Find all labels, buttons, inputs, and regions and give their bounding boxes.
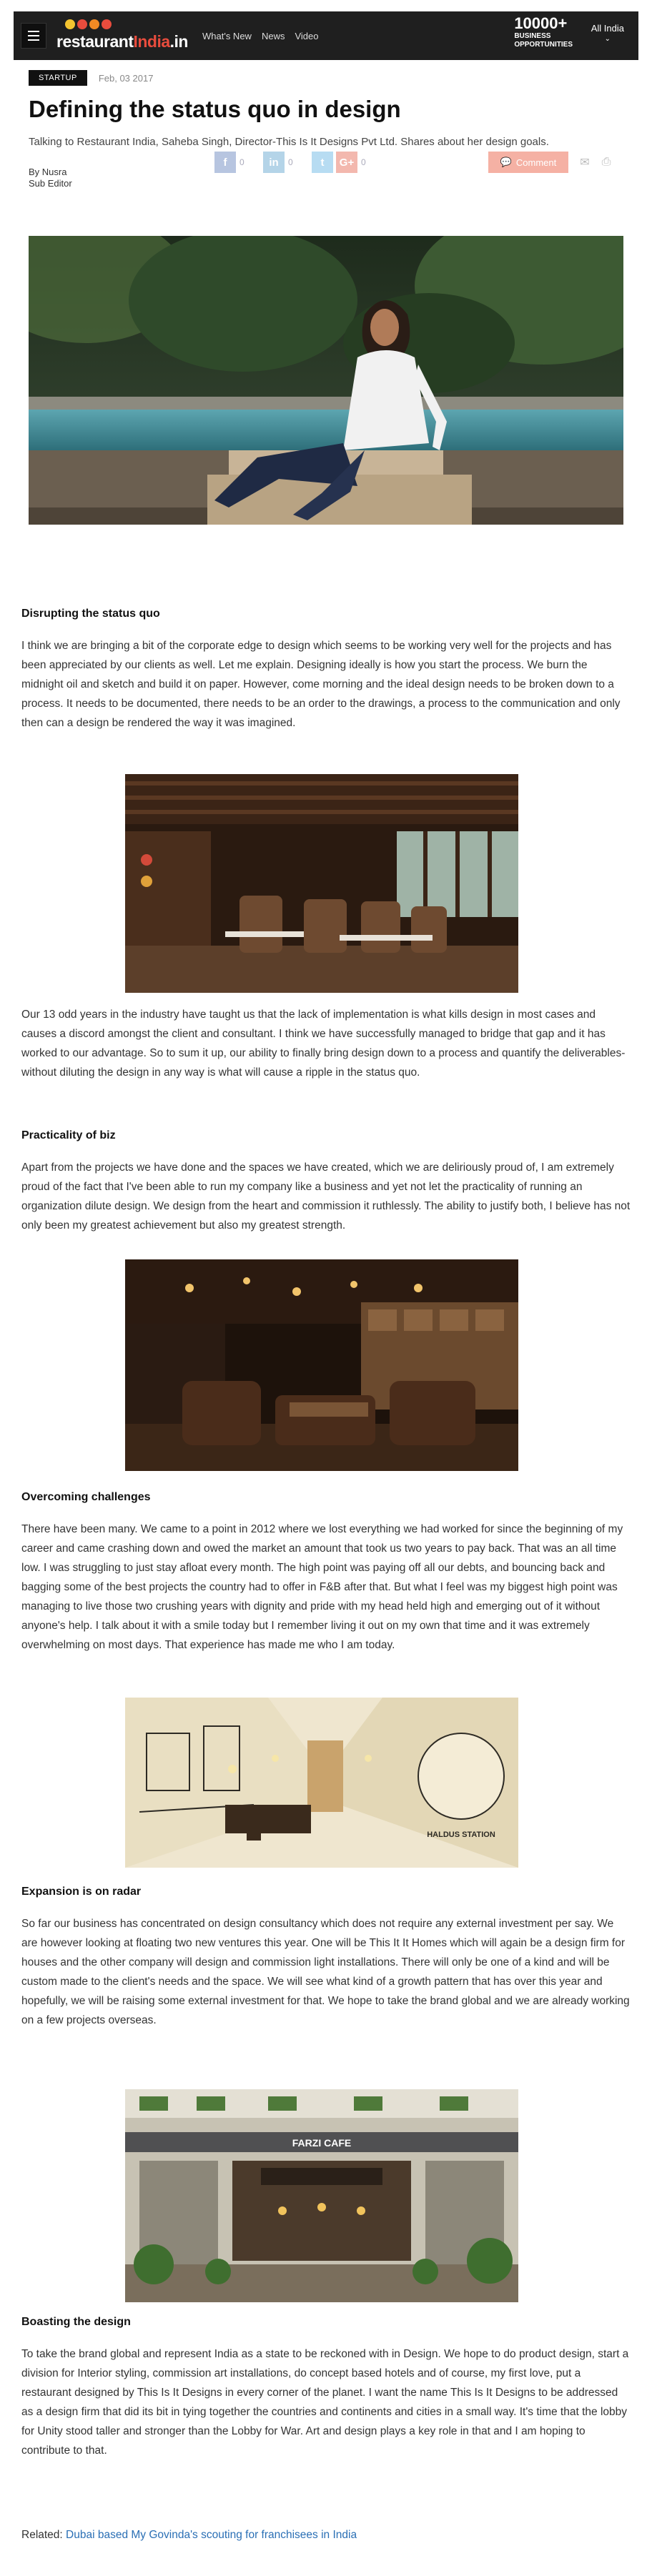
linkedin-share-button[interactable] [263,152,285,173]
top-navigation [0,11,652,60]
publish-date: Feb, 03 2017 [98,72,154,84]
print-icon[interactable]: ⎙ [601,156,611,168]
restaurant-interior-image [125,774,518,993]
station-themed-interior-image [125,1698,518,1868]
station-sign-text: HALDUS STATION [427,1831,495,1839]
linkedin-icon: in [269,156,279,169]
related-article-link[interactable]: Dubai based My Govinda's scouting for franchisees in India [66,2529,357,2541]
section-heading: Overcoming challenges [21,1491,151,1503]
menu-button[interactable] [21,23,46,49]
twitter-icon: t [320,156,325,169]
chevron-down-icon: ⌄ [604,35,611,43]
related-article: Related: Dubai based My Govinda's scouting for franchisees in India [21,2529,357,2541]
category-badge[interactable]: STARTUP [29,70,87,86]
farzi-cafe-exterior-image [125,2089,518,2302]
cafe-sign-text: FARZI CAFE [292,2137,352,2149]
article-subtitle: Talking to Restaurant India, Saheba Singh, Director-This Is It Designs Pvt Ltd. Shares about her design goals. [29,135,549,148]
nav-link-video[interactable]: Video [295,30,319,41]
comment-icon: 💬 [500,157,512,167]
nav-bar [14,11,638,60]
nav-link-news[interactable]: News [261,30,285,41]
lounge-interior-image [125,1259,518,1471]
region-selector[interactable]: All India ⌄ [591,23,624,43]
googleplus-icon: G+ [339,156,355,169]
article-paragraph: I think we are bringing a bit of the corporate edge to design which seems to be working very well for the projects and has been appreciated by our clients as well. Let me explain. Designing ideally is how you start the process. We burn the midnight oil and sketch and build it on paper. However, come morning and the ideal design needs to be broken down to a process. It needs to be documented, there needs to be an order to the drawings, a process to the communication and only then can a design be rendered the way it was imagined. [21,640,621,729]
article-paragraph: To take the brand global and represent India as a state to be reckoned with in Design. We hope to do product design, start a division for Interior styling, commission art installations, do concept based hotels and of course, my first love, put a restaurant designed by This Is It Designs in every corner of the planet. I want the name This Is It Designs to be addressed as a design firm that did its bit in tying together the countries and continents and cities in a small way. It's time that the lobby for Unity stood taller and stronger than the Lobby for War. Art and design plays a key role in that and I am hoping to contribute to that. [21,2348,629,2457]
nav-link-whats-new[interactable]: What's New [202,30,252,41]
page-title: Defining the status quo in design [29,96,401,122]
article-paragraph: So far our business has concentrated on design consultancy which does not require any external investment per say. We are however looking at floating two new ventures this year. One will be This It It Homes which will again be a design firm for houses and the other company will design and commission light installations. There will only be one of a kind and will be custom made to the client's needs and the space. We will see what kind of a growth pattern that has over this year and hopefully, we will be raising some external investment for that. We hope to take the brand global and we are already working on a few projects overseas. [21,1918,630,2026]
author-role: Sub Editor [29,178,72,189]
article-paragraph: There have been many. We came to a point in 2012 where we lost everything we had worked for since the beginning of my career and came crashing down and owed the market an amount that took us two years to pay back. That was an all time low. I was struggling to just stay afloat every month. The high point was paying off all our debts, and bouncing back and bagging some of the best projects the country had to offer in F&B after that. But what I feel was my biggest high point was managing to live those two crushing years with dignity and pride with my head held high and emerging out of it without anyone's help. I talk about it with a smile today but I remember living it out on my own that time and it was extremely overwhelming on most days. That experience has made me who I am today. [21,1523,623,1651]
twitter-share-count: 0 [361,157,366,167]
nav-links [202,31,318,41]
googleplus-share-button[interactable] [336,152,357,173]
article-paragraph: Apart from the projects we have done and the spaces we have created, which we are deliriously proud of, I am extremely proud of the fact that I've been able to run my company like a business and yet not let the practicality of running an organization dilute design. We design from the heart and commission it ruthlessly. The ability to justify both, I believe has not only been my greatest achievement but also my greatest strength. [21,1161,631,1232]
twitter-share-button[interactable] [312,152,333,173]
facebook-share-button[interactable] [214,152,236,173]
share-bar [0,152,652,173]
comment-button[interactable]: 💬 Comment [488,152,568,173]
email-icon[interactable]: ✉ [580,157,590,169]
section-heading: Expansion is on radar [21,1886,142,1898]
linkedin-share-count: 0 [288,157,293,167]
logo-dots [65,19,112,29]
facebook-icon: f [223,156,227,169]
section-heading: Disrupting the status quo [21,608,160,620]
section-heading: Practicality of biz [21,1129,116,1141]
business-opportunities-link[interactable]: 10000+ BUSINESS OPPORTUNITIES [514,14,573,49]
facebook-share-count: 0 [239,157,244,167]
author-name: By Nusra [29,166,67,177]
site-logo[interactable]: restaurantIndia.in [56,18,178,54]
hamburger-icon [28,31,39,32]
article-paragraph: Our 13 odd years in the industry have taught us that the lack of implementation is what kills design in most cases and causes a discord amongst the client and consultant. I think we have successfully managed to bridge that gap and it has worked to our advantage. So to sum it up, our ability to finally bring design down to a process and quantify the deliverables-without diluting the design in any way is what will cause a ripple in the status quo. [21,1009,626,1079]
section-heading: Boasting the design [21,2316,131,2328]
hero-image-portrait [29,236,623,525]
